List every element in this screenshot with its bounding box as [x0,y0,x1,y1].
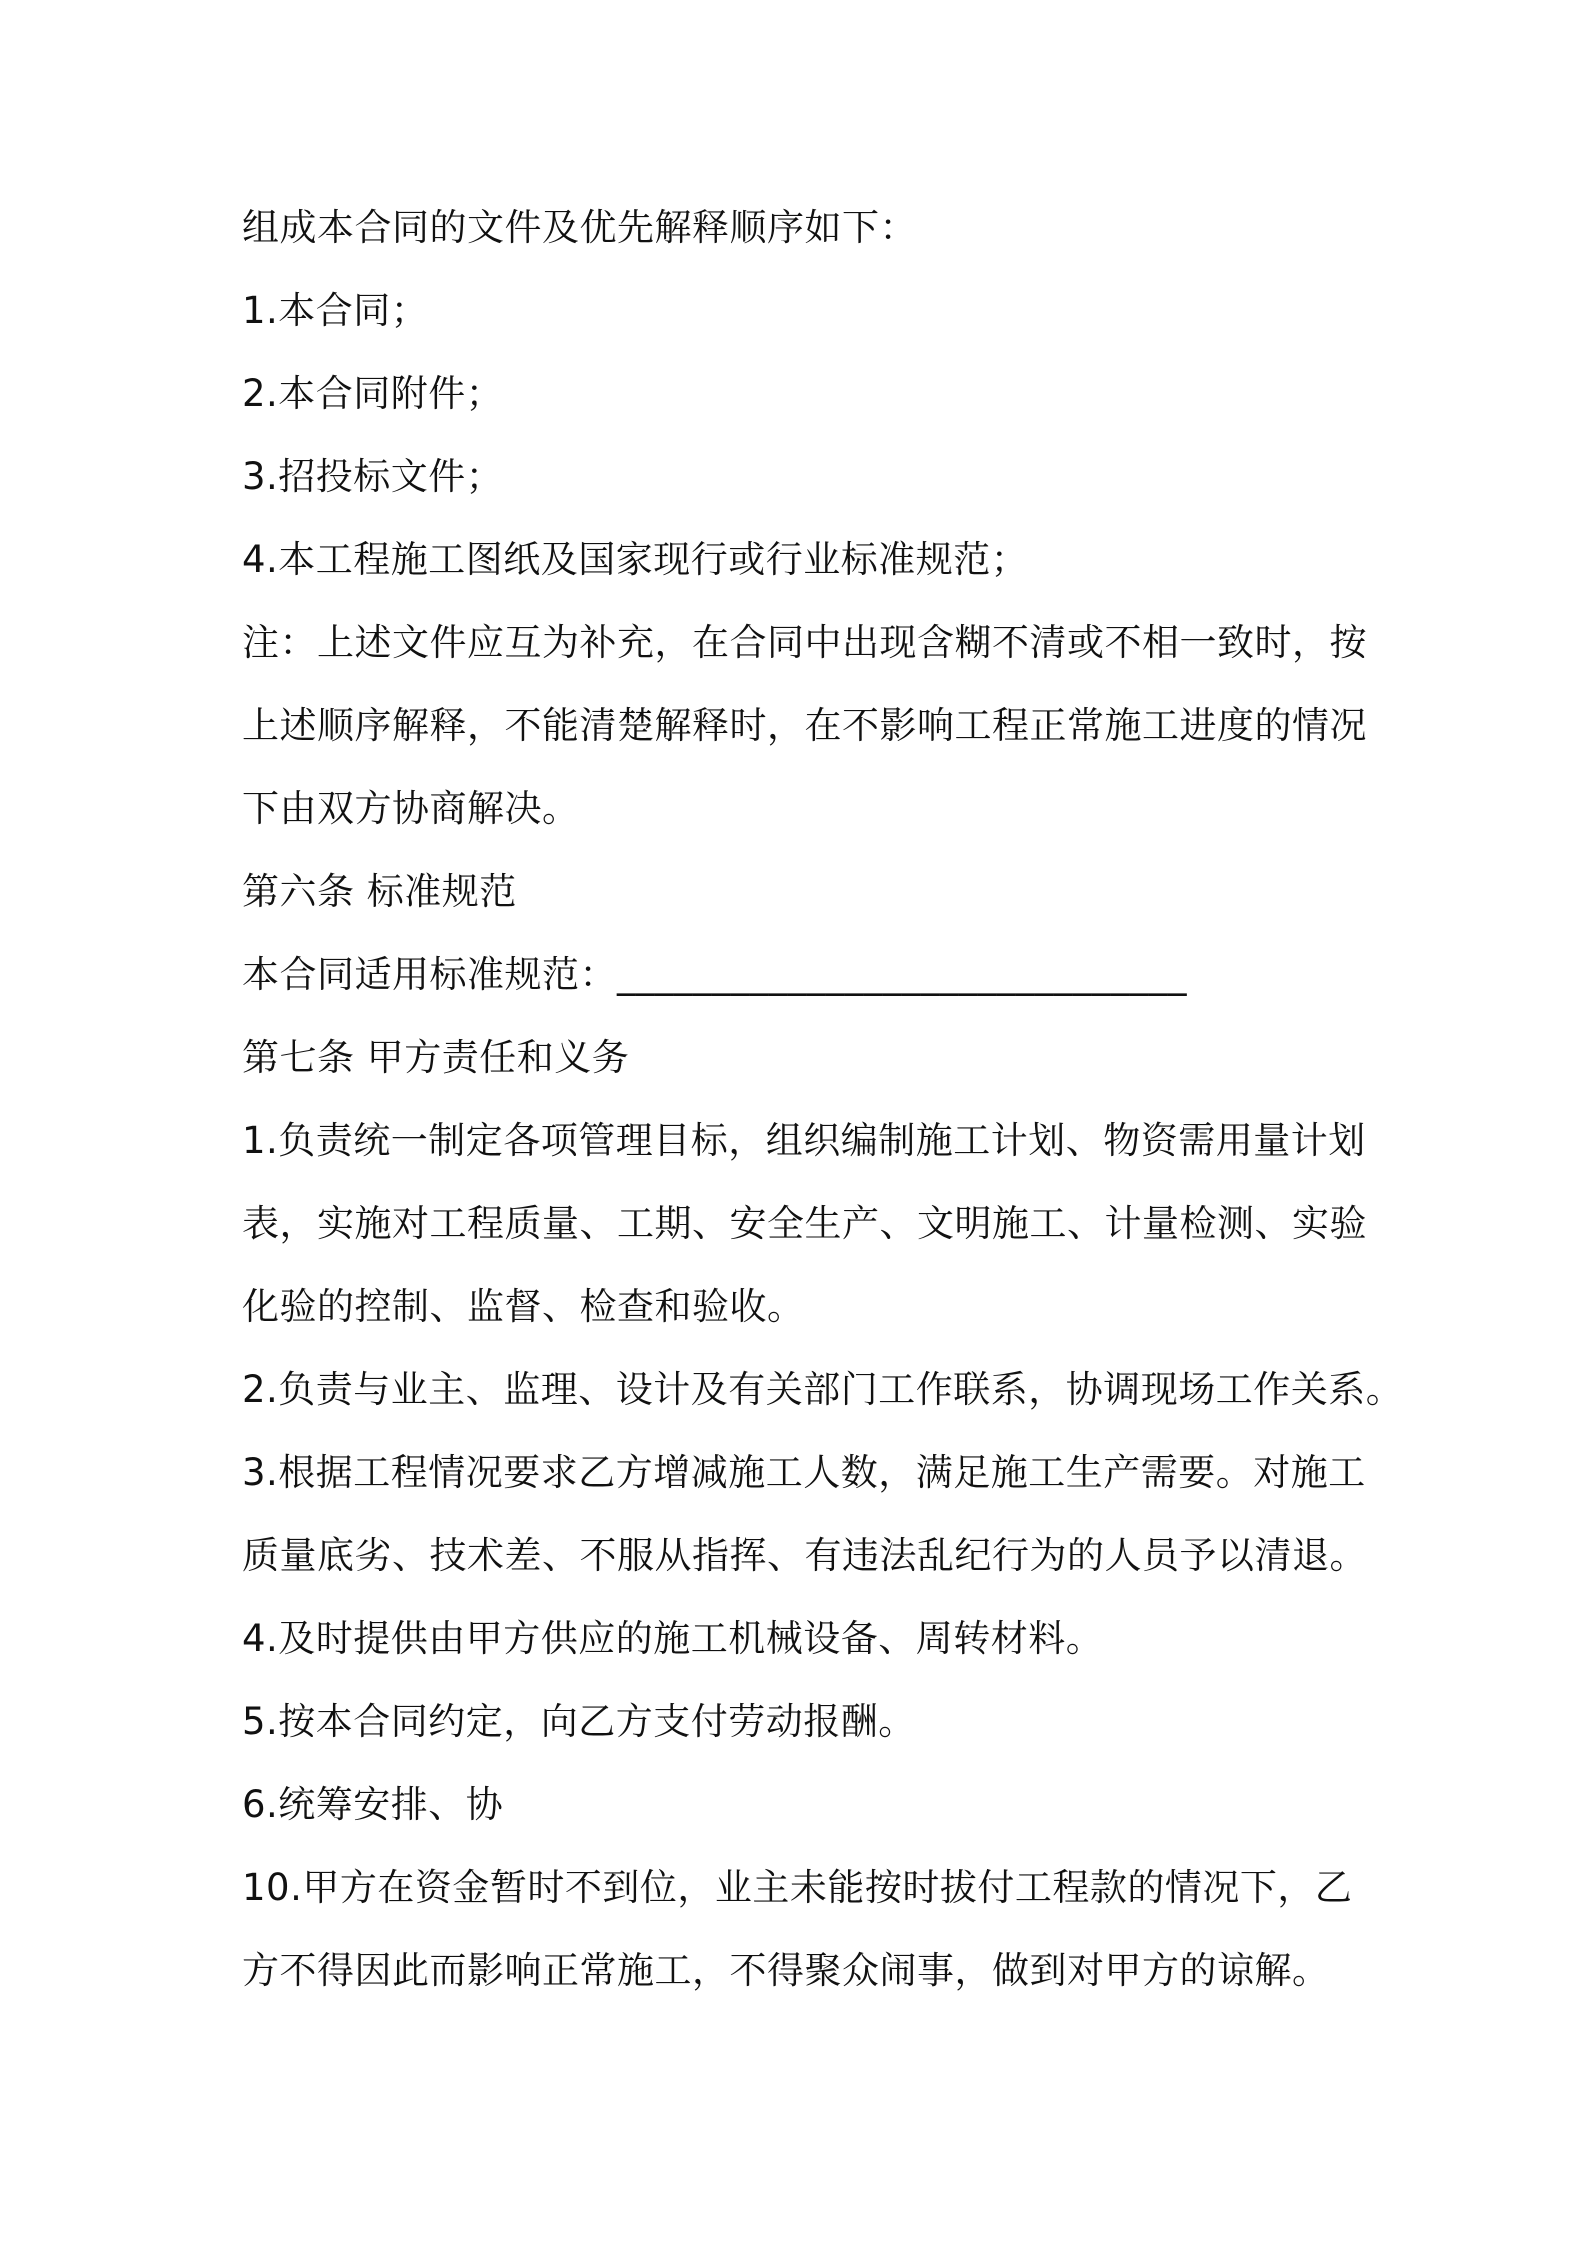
document-line: 3.根据工程情况要求乙方增减施工人数，满足施工生产需要。对施工 [242,1451,1366,1494]
document-line: 注：上述文件应互为补充，在合同中出现含糊不清或不相一致时，按 [242,621,1367,664]
document-line: 下由双方协商解决。 [242,787,580,830]
document-line: 化验的控制、监督、检查和验收。 [242,1285,805,1328]
document-line: 质量底劣、技术差、不服从指挥、有违法乱纪行为的人员予以清退。 [242,1534,1367,1577]
document-line: 2.负责与业主、监理、设计及有关部门工作联系，协调现场工作关系。 [242,1368,1404,1411]
document-line: 1.本合同； [242,289,429,332]
document-line: 1.负责统一制定各项管理目标，组织编制施工计划、物资需用量计划 [242,1119,1366,1162]
document-line: 组成本合同的文件及优先解释顺序如下： [242,206,917,249]
document-line: 3.招投标文件； [242,455,504,498]
document-line: 表，实施对工程质量、工期、安全生产、文明施工、计量检测、实验 [242,1202,1367,1245]
document-line: 2.本合同附件； [242,372,504,415]
document-line: 10.甲方在资金暂时不到位，业主未能按时拔付工程款的情况下，乙 [242,1866,1353,1909]
document-line: 6.统筹安排、协 [242,1783,504,1826]
document-line: 上述顺序解释，不能清楚解释时，在不影响工程正常施工进度的情况 [242,704,1367,747]
document-line: 本合同适用标准规范：______________________________ [242,953,1187,996]
section-heading: 第七条 甲方责任和义务 [242,1036,630,1079]
section-heading: 第六条 标准规范 [242,870,517,913]
document-line: 4.及时提供由甲方供应的施工机械设备、周转材料。 [242,1617,1104,1660]
document-line: 4.本工程施工图纸及国家现行或行业标准规范； [242,538,1029,581]
document-line: 方不得因此而影响正常施工，不得聚众闹事，做到对甲方的谅解。 [242,1949,1330,1992]
document-line: 5.按本合同约定，向乙方支付劳动报酬。 [242,1700,916,1743]
